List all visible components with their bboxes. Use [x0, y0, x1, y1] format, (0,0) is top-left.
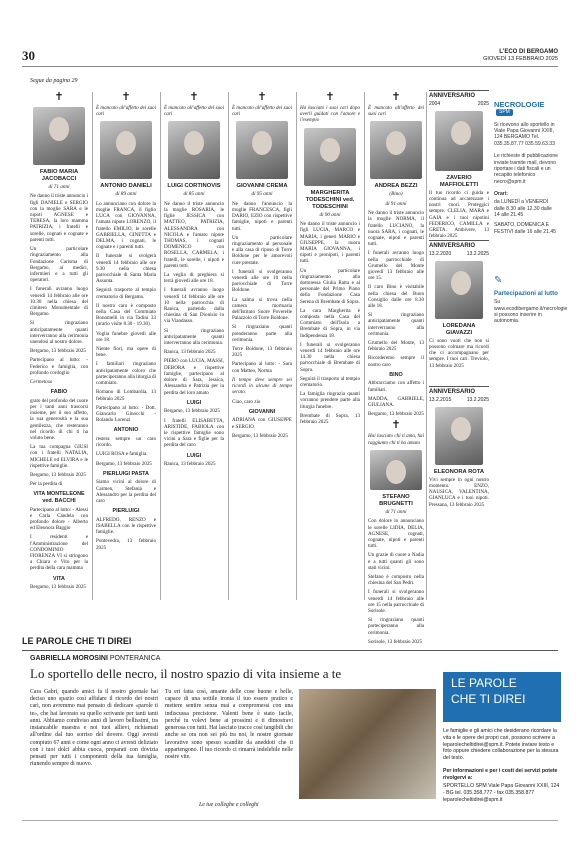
sidebar-text: SABATO, DOMENICA E FESTIVI dalle 16 alle 21.45: [494, 222, 557, 235]
subheading: LUIGI: [186, 399, 202, 406]
paragraph: Con dolore lo annunciano le sorelle LIDIA, DELIA, AGNESE, cognati, cognate, nipoti e parenti tutti.: [368, 518, 424, 550]
paragraph: Cerinetoso: [30, 378, 53, 385]
deceased-age: di 95 anni: [251, 191, 273, 198]
column-divider: [228, 92, 229, 600]
paragraph: Il tempo deve sempre sei ricordi in alcune di tempo serato.: [232, 376, 292, 396]
spm-logo: SPM: [496, 109, 513, 115]
anniversary-text: Il tuo ricordo ci guida e continua ad accarezzare i nostri cuori. Proteggici sempre. CLELIA, MARA e GAIA e i tuoi nipotini FEDERICO, CAMILLA e GRETA. Ambivere, 13 febbraio 2025: [429, 190, 489, 239]
paragraph: Brembate di Sopra, 13 febbraio 2025: [300, 412, 360, 426]
deceased-name: ANDREA BEZZI: [374, 183, 418, 190]
anniversary-2: [429, 240, 489, 369]
sidebar-text: da LUNEDÌ a VENERDÌ dalle 8.30 alle 12.30 dalle 14 alle 21.45: [494, 199, 552, 219]
page-number: 30: [22, 48, 35, 63]
paragraph: I fratelli ELISABETTA, ARISTIDE, FABIOLA con le rispettive famiglie sono vicini a Sara e figlie per la perdita del caro: [164, 417, 224, 449]
subheading: FABIO: [50, 389, 68, 396]
subheading: VITA MONTELEONE ved. BACCHI: [33, 491, 85, 504]
column-divider: [426, 92, 427, 600]
paragraph: Seguirà il trasporto al tempio crematorio.: [300, 375, 360, 389]
obituary-column-2: [96, 92, 156, 554]
deceased-name: GIOVANNI CREMA: [236, 183, 288, 190]
portrait-photo: [33, 107, 85, 165]
paragraph: LUIGI ROSA e famiglia.: [96, 451, 148, 458]
subheading: BINO: [389, 371, 403, 378]
paragraph: Si ringraziano anticipatamente quanti interverranno alla cerimonia unendosi al nostro dolore.: [30, 320, 88, 345]
anniversary-text: Vivi sempre in ogni nostro momento. ENZO, NAUSICA, VALENTINA, GIANLUCA e i tuoi nipoti. Pressana, 13 febbraio 2025: [429, 477, 489, 508]
paragraph: La cara Margherita è composta nella Casa del Commiato dell'Isola a Brembate di Sopra, in via Indipendenza 18.: [300, 307, 360, 339]
paragraph: Ciao, caro zio: [232, 398, 261, 405]
sidebar-title: NECROLOGIESPM: [494, 100, 545, 116]
paragraph: I funerali avranno luogo venerdì 14 febbraio alle ore 10 nella parrocchia di Ranica, partendo dalla chiesina di San Dionisio in via Viandasso.: [164, 287, 224, 325]
deceased-age: di 71 anni: [48, 184, 70, 191]
paragraph: La famiglia ringrazia quanti vorranno prendere parte alla liturgia funebre.: [300, 391, 360, 410]
article-photo: [299, 689, 436, 799]
paragraph: I funerali si svolgeranno venerdì 14 febbraio alle ore 15 nella parrocchiale di Sorisole.: [368, 589, 424, 614]
anniversary-title: ANNIVERSARIO: [429, 90, 489, 100]
intro-text: È mancato all'affetto dei suoi cari: [164, 105, 224, 118]
paragraph: Ranica, 13 febbraio 2025: [164, 461, 216, 468]
anniversary-title: ANNIVERSARIO: [429, 386, 489, 396]
subheading: VITA: [53, 575, 65, 582]
sidebar-text: Su www.ecodibergamo.it/necrologie si possono inserire in autonomia.: [494, 299, 568, 325]
paragraph: PIERO con LUCIA, MASSI, DEBORA e rispettive famiglie, partecipano al dolore di Sara, Jessica, Alessandra e Patrizia per la perdita del loro amato: [164, 358, 224, 396]
portrait-photo: [370, 121, 422, 179]
le-parole-info-title: Per informazioni e per i costi dei servizi potete rivolgervi a:: [443, 767, 558, 781]
deceased-name: LOREDANA GIAVAZZI: [442, 323, 476, 337]
intro-text: È mancato all'affetto dei suoi cari: [232, 105, 292, 118]
paragraph: Per la perdita di: [30, 481, 63, 488]
paragraph: Bergamo, 13 febbraio 2025: [164, 408, 220, 415]
sidebar-text: Si ricevono allo sportello in Viale Papa Giovanni XXIII, 124 BERGAMO Tel. 035.35.87.77 035.59.63.33: [494, 121, 555, 147]
paragraph: Si ringraziano quanti prenderanno parte alla cerimonia.: [232, 324, 292, 343]
segue-note: Segue da pagina 29: [30, 78, 78, 84]
cross-icon: ✝: [121, 92, 131, 103]
paragraph: Niente fiori, ma opere di bene.: [96, 346, 156, 359]
obituary-column-1: [30, 92, 88, 593]
deceased-age: di 91 anni: [385, 200, 407, 207]
paragraph: restera sempre un caro ricordo.: [96, 435, 156, 449]
column-divider: [296, 92, 297, 600]
paragraph: Bergamo, 13 febbraio 2025: [30, 584, 86, 591]
paragraph: grato del profondo del cuore per i tanti anni trascorsi insieme, per il suo affetto, la sua generosità e la sua gentilezza, che resteranno nel ricordo di chi ti ha voluto bene.: [30, 397, 88, 441]
deceased-nickname: (Bino): [389, 191, 403, 198]
paragraph: Si ringraziano anticipatamente quanti interverranno alla cerimonia.: [368, 312, 424, 337]
deceased-age: di 85 anni: [183, 191, 205, 198]
subheading: ANTONIO: [113, 427, 139, 434]
paragraph: Bergamo, 13 febbraio 2025: [232, 432, 288, 439]
obituary-column-6: [368, 92, 424, 648]
cross-icon: ✝: [391, 92, 401, 103]
subheading: LUIGI: [186, 452, 202, 459]
paragraph: Sorisole, 13 febbraio 2025: [368, 638, 423, 645]
paragraph: I funerali avranno luogo nella parrocchiale di Grumello del Monte giovedì 13 febbraio alle ore 15.: [368, 250, 424, 282]
paragraph: La salma si trova nella camera mortuaria dell'Istituto Suore Poverelle Palazzolo di Torre Boldone.: [232, 296, 292, 322]
paragraph: MADDA, GABRIELE, GIULIANA.: [368, 395, 424, 409]
deceased-name: ZAVERIO MAFFIOLETTI: [439, 175, 479, 189]
portrait-photo: [435, 407, 483, 465]
cross-icon: ✝: [257, 92, 267, 103]
deceased-name: ELEONORA ROTA: [433, 469, 485, 476]
paragraph: Bergamo, 13 febbraio 2025: [96, 460, 152, 467]
paragraph: Ne danno il triste annuncio i figli DANIELE e SERGIO con la moglie SARA e le nipoti AGNESE e TERESA, la loro mamma PATRIZIA, i fratelli e sorelle, cognati e cognate e parenti tutti.: [30, 193, 88, 243]
paragraph: I funerali avranno luogo venerdì 14 febbraio alle ore 10.30 nella chiesa del cimitero Monumentale di Bergamo.: [30, 286, 88, 318]
portrait-photo: [370, 450, 422, 490]
deceased-name: ANTONIO DANIELI: [100, 183, 152, 190]
portrait-photo: [435, 261, 483, 319]
subheading: PIERLUIGI: [112, 508, 140, 515]
deceased-name: STEFANO BRUGNETTI: [379, 493, 413, 507]
paragraph: Un particolare ringraziamento alla dottoressa Giulia Ratta e al personale del Primo Piano della Fondazione Casa Serena di Brembate di Sopra.: [300, 267, 360, 305]
info-icon: ✎: [494, 275, 503, 287]
paragraph: Bergamo, 13 febbraio 2025: [368, 411, 424, 418]
paragraph: Romano di Lombardia, 13 febbraio 2025: [96, 389, 156, 402]
paragraph: Un particolare ringraziamento alla Fondazione Carisma di Bergamo, ai medici, infermieri e a tutti gli operatori.: [30, 246, 88, 284]
paper-name: L'ECO DI BERGAMO: [499, 49, 558, 55]
page-header: [22, 48, 558, 67]
obituary-column-3: [164, 92, 224, 470]
intro-text: È mancato all'affetto dei suoi cari: [368, 105, 424, 118]
paragraph: Ricorderemo sempre il nostro caro: [368, 355, 424, 368]
cross-icon: ✝: [189, 92, 199, 103]
deceased-name: MARGHERITA TODESCHINI ved. TODESCHINI: [305, 189, 355, 210]
paragraph: Seguirà trasporto al tempio crematorio di Bergamo.: [96, 287, 156, 300]
deceased-age: di 71 anni: [385, 508, 407, 515]
anniversary-years: 2004 2025: [429, 101, 489, 108]
anniversary-3: [429, 386, 489, 508]
byline: GABRIELLA MOROSINI PONTERANICA: [30, 655, 161, 662]
anniversary-years: 13.2.2020 13.2.2025: [429, 251, 489, 258]
paper-date: GIOVEDÌ 13 FEBBRAIO 2025: [483, 55, 558, 62]
paragraph: Pontevedra, 13 febbraio 2025: [96, 538, 156, 551]
paragraph: I familiari ringraziano anticipatamente coloro che parteciperanno alla liturgia di commiato.: [96, 361, 156, 387]
footer-divider: [22, 820, 558, 821]
paragraph: Partecipano al lutto: - Sara con Matteo, Norma: [232, 361, 292, 374]
cross-icon: ✝: [325, 92, 335, 103]
paragraph: La veglia di preghiera si terrà giovedì alle ore 18.: [164, 272, 224, 285]
paragraph: ADRIANA con GIUSEPPE e SERGIO.: [232, 417, 292, 430]
obituary-column-5: [300, 92, 360, 428]
paragraph: Partecipano al lutto: - Dott. Giancarlo Ginocchi - Rolando Lorenzi: [96, 404, 156, 424]
portrait-photo: [236, 121, 288, 179]
cross-icon: ✝: [54, 92, 64, 103]
intro-text: È mancato all'affetto dei suoi cari: [96, 105, 156, 118]
portrait-photo: [168, 121, 220, 179]
deceased-age: di 90 anni: [319, 211, 341, 218]
paragraph: Ne danno l'annuncio la moglie FRANCESCA, figli DARIO, EZIO con rispettive famiglie, nipoti e parenti tutti.: [232, 200, 292, 232]
intro-text: Ha lasciato i suoi cari dopo averli guidati con l'amore e l'esempio: [300, 105, 360, 124]
paragraph: Il nostro caro è composto nella Casa del Commiato Bonomelli in via Tadini 33 (orario visite 8.30 - 19.30).: [96, 302, 156, 328]
paragraph: Ne danno il triste annuncio la moglie NORMA, il fratello LUCIANO, la nuora SARA, i cognati, le cognate, nipoti e parenti tutti.: [368, 210, 424, 248]
portrait-photo: [304, 128, 356, 186]
paragraph: Ne danno il triste annuncio i figli LUCIA, MARCO e MARIA, i generi MARIO e GIUSEPPE, la nuora MARIA GIOVANNA, i nipoti e pronipoti, i parenti tutti.: [300, 221, 360, 265]
obituary-column-4: [232, 92, 292, 442]
paragraph: Bergamo, 13 febbraio 2025: [30, 348, 86, 355]
paragraph: I funerali si svolgeranno venerdì alle ore 10 nella parrocchiale di Torre Boldone.: [232, 268, 292, 294]
paragraph: Lo annunciano con dolore la moglie FRANCA, il figlio LUCA con GIOVANNA, l'amata nipote LORENZO, il fratello EMILIO, le sorelle GABRIELLA, GINETTA e DELMA, i cognati, le cognate e i parenti tutti.: [96, 200, 156, 251]
column-divider: [92, 92, 93, 600]
le-parole-contacts: SPORTELLO SPM Viale Papa Giovanni XXIII, 124 - BG tel. 035.358.777 - fax 035.358.877 leparolecheltidirei@spm.it: [443, 783, 560, 803]
paragraph: Si ringraziano anticipatamente quanti interverranno alla cerimonia.: [164, 327, 224, 347]
deceased-name: FABIO MARIA JACOBACCI: [39, 169, 79, 183]
paragraph: ALFREDO, RENZO e ISABELLA con le rispettive famiglie.: [96, 516, 156, 536]
portrait-photo: [435, 111, 483, 171]
sidebar-subtitle: Partecipazioni al lutto: [494, 289, 558, 297]
le-parole-box: LE PAROLE CHE TI DIREI: [443, 672, 561, 722]
anniversary-text: Ci sono vuoti che non si possono colmare ma ricordi che ci accompagnano per sempre. I tuoi cari. Treviolo, 13 febbraio 2025: [429, 338, 489, 369]
column-divider: [364, 92, 365, 600]
anniversary-years: 13.2.2015 13.2.2025: [429, 397, 489, 404]
sidebar-text: Le richieste di pubblicazione inviate tramite mail, devono riportare i dati fiscali e un recapito telefonico necro@spm.it: [494, 153, 558, 185]
sidebar-subtitle: Orari:: [494, 190, 508, 197]
le-parole-text: Le famiglie e gli amici che desiderano ricordare la vita e le opere dei propri cari, possono scrivere a leparolecheltidirei@spm.it. Potete inviare testo e foto oppure chiedere collaborazione per la stesura del testo.: [443, 728, 559, 761]
subheading: PIERLUIGI PASTA: [103, 470, 149, 477]
paragraph: Si ringraziano quanti parteciperanno alla cerimonia.: [368, 617, 424, 636]
paragraph: Stefano è composto nella chiesina del San Pedri.: [368, 573, 424, 587]
column-divider: [160, 92, 161, 600]
paragraph: Il funerale si svolgerà venerdì 14 febbraio alle ore 9.30 nella chiesa parrocchiale di Santa Maria Assunta.: [96, 253, 156, 285]
article-headline: Lo sportello delle necro, il nostro spazio di vita insieme a te: [30, 666, 342, 681]
paragraph: Torre Boldone, 13 febbraio 2025: [232, 346, 292, 359]
paragraph: Voglia funebre giovedì alle ore 18.: [96, 330, 156, 343]
paragraph: Partecipano al lutto: - Federico e famiglia, con profondo cordoglio: [30, 357, 88, 376]
le-parole-info: [443, 728, 561, 806]
paragraph: Siamo vicini al dolore di Carmen, Stefania e Alessandro per la perdita del caro: [96, 479, 156, 504]
anniversary-1: [429, 90, 489, 239]
section-bar: LE PAROLE CHE TI DIREI: [22, 636, 558, 651]
deceased-name: LUIGI CORTINOVIS: [167, 183, 221, 190]
cross-icon: ✝: [391, 419, 401, 432]
paragraph: Un particolare ringraziamento al personale e alla casa di riposo di Torre Boldone per le amorevoli cure prestate.: [232, 234, 292, 266]
subheading: GIOVANNI: [248, 408, 276, 415]
anniversary-title: ANNIVERSARIO: [429, 240, 489, 250]
paragraph: Il caro Bino è visitabile nella chiesa del Buon Consiglio dalle ore 8.30 alle 18.: [368, 284, 424, 309]
paragraph: Ranica, 13 febbraio 2025: [164, 349, 216, 356]
portrait-photo: [100, 121, 152, 179]
paragraph: Bergamo, 13 febbraio 2025: [30, 471, 86, 478]
paragraph: Grumello del Monte, 13 febbraio 2025: [368, 340, 424, 353]
deceased-age: di 89 anni: [115, 191, 137, 198]
paragraph: Partecipano al lutto: - Alessi e Carla Candela con profondo dolore - Alberto ed Eleonora Baggio: [30, 506, 88, 532]
article-signature: Le tue colleghe e colleghi: [199, 802, 259, 808]
necrologie-sidebar: [494, 100, 568, 327]
paragraph: Abbracciamo con affetto i familiari.: [368, 380, 424, 393]
paragraph: Ne danno il triste annuncio la moglie ROSARIA, le figlie JESSICA con MATTEO, PATRIZIA, ALESSANDRA con NICOLA e l'amato nipote THOMAS, i cognati DOMENICO con ROSELLA, CARMELA, i fratelli, le sorelle, i nipoti e parenti tutti.: [164, 200, 224, 269]
intro-text: Hai lasciato chi ti ama, hai raggiunto chi ti ha amato: [368, 433, 424, 446]
article-column-1: Cara Gabri, quando amici fa il nostro giornale hai deciso uno spazio così affidare il ricordo dei nostri cari, non avremmo mai pensato di dedicare «parole ti te», che hai lavorato su quello scrivanie per tanti tanti anni. Abbiamo condiviso anni di lavoro bellissimi, tra instancabile maestra e noi tuoi allievi, richiamati all'ordine dal tuo sorriso del dovere. Oggi avresti compiuto 67 anni e come ogni anno ci avresti deliziato con i tuoi dolci abbia cuoca, preparati con dovizia pensati per tutti i componenti della tua famiglia, riunendo sempre di nuovo.: [30, 689, 158, 768]
masthead: [483, 49, 558, 62]
paragraph: I residenti e l'Amministrazione del CONDOMINIO FIORENZA VI si stringono a Chiara e Vito per la perdita della cara mamma: [30, 534, 88, 572]
paragraph: I funerali si svolgeranno venerdì 14 febbraio alle ore 14.30 nella chiesa parrocchiale di Brembate di Sopra.: [300, 341, 360, 373]
paragraph: La tua compagna GIUSI con i fratelli NATALIA, MICHELE ed ELVIRA e le rispettive famiglie.: [30, 444, 88, 469]
article-column-2: Tu eri fatta così, amante delle cose buone e belle, capace di una sottile ironia il tuo essere pratico e mettere sentire senza mai a compromessi con una indiscussa precisione. Valenti bene è stato facile, perché tu volevi bene ai prossimi e ti dimostravi generosa con tutti. Hai lasciato tracce così tangibili che anche se ora non sei più tra noi, le nostre giornate lavorative sono spesso scandite da aneddoti che ti appartengono. Il tuo ricordo ci rimarrà indelebile nelle nostre vite.: [165, 689, 293, 761]
paragraph: Un grazie di cuore a Nadia e a tutti quanti gli sono stati vicini.: [368, 552, 424, 571]
